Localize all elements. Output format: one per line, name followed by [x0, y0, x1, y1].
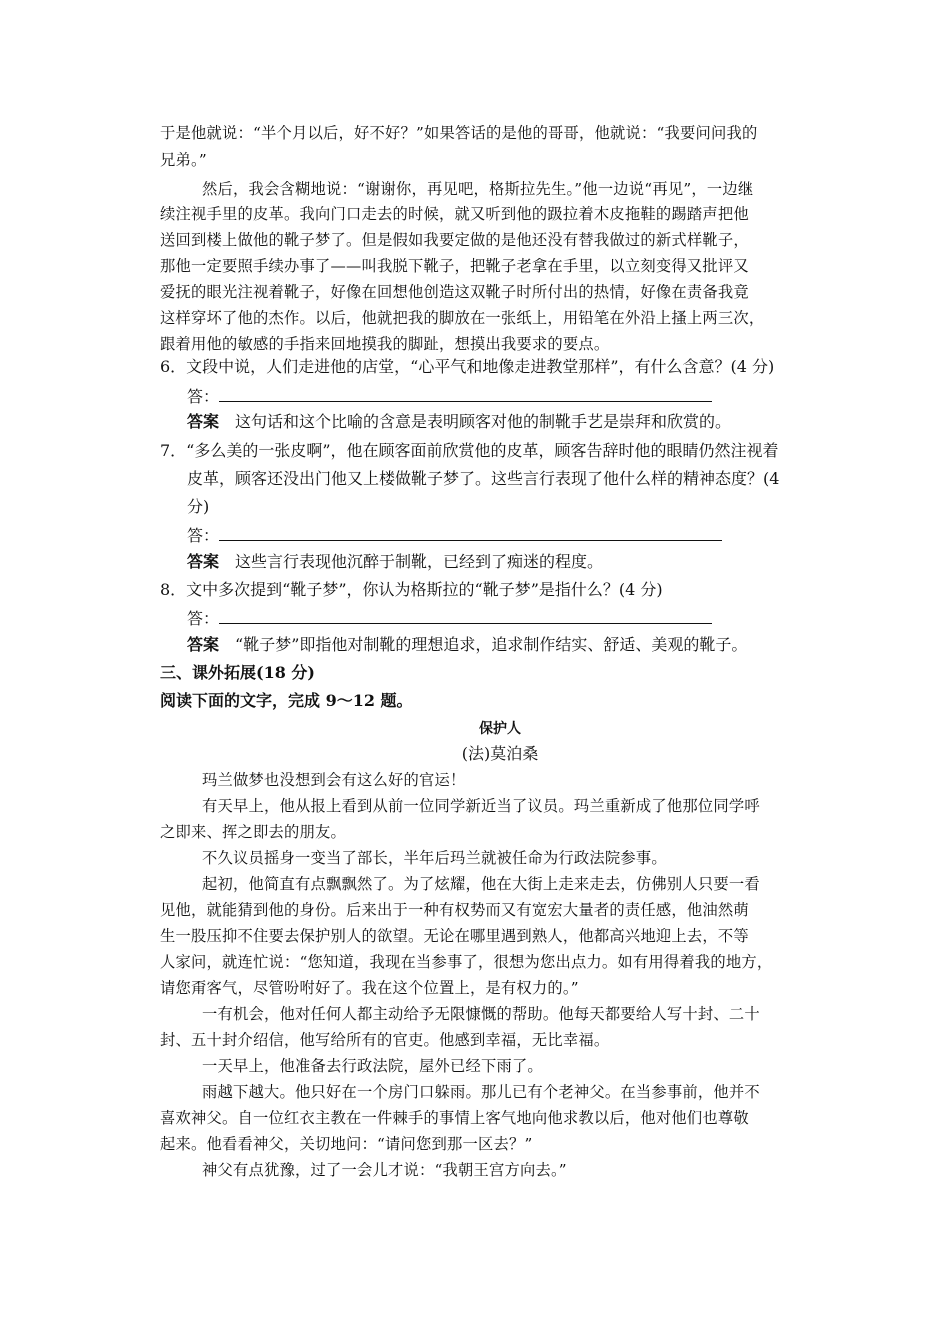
answer-text: 这些言行表现他沉醉于制靴，已经到了痴迷的程度。	[235, 552, 604, 571]
passage2-line: 雨越下越大。他只好在一个房门口躲雨。那儿已有个老神父。在当参事前，他并不	[202, 1083, 760, 1101]
answer-blank-6[interactable]	[219, 387, 712, 402]
passage1-line: 续注视手里的皮革。我向门口走去的时候，就又听到他的趿拉着木皮拖鞋的踢踏声把他	[160, 205, 749, 223]
passage1-line: 然后，我会含糊地说：“谢谢你，再见吧，格斯拉先生。”他一边说“再见”，一边继	[202, 180, 754, 198]
passage2-line: 封、五十封介绍信，他写给所有的官吏。他感到幸福，无比幸福。	[160, 1031, 610, 1049]
answer-8	[187, 637, 747, 653]
passage2-line: 人家问，就连忙说：“您知道，我现在当参事了，很想为您出点力。如有用得着我的地方，	[160, 953, 773, 971]
answer-label: 答案	[187, 552, 220, 571]
passage2-line: 之即来、挥之即去的朋友。	[160, 823, 346, 841]
answer-label: 答案	[187, 412, 220, 431]
answer-text: “靴子梦”即指他对制靴的理想追求，追求制作结实、舒适、美观的靴子。	[235, 635, 748, 654]
passage2-line: 有天早上，他从报上看到从前一位同学新近当了议员。玛兰重新成了他那位同学呼	[202, 797, 760, 815]
question-7-cont: 分)	[187, 497, 210, 516]
passage2-line: 喜欢神父。自一位红衣主教在一件棘手的事情上客气地向他求教以后，他对他们也尊敬	[160, 1109, 749, 1127]
answer-prompt-8: 答：	[187, 609, 712, 627]
answer-prompt-6: 答：	[187, 387, 712, 405]
passage1-line: 兄弟。”	[160, 151, 207, 169]
story-title: 保护人	[479, 721, 521, 737]
passage2-line: 一有机会，他对任何人都主动给予无限慷慨的帮助。他每天都要给人写十封、二十	[202, 1005, 760, 1023]
section-heading: 三、课外拓展(18 分)	[160, 663, 315, 682]
question-6: 6．文段中说，人们走进他的店堂，“心平气和地像走进教堂那样”，有什么含意？(4 分)	[160, 357, 775, 376]
passage1-line: 于是他就说：“半个月以后，好不好？”如果答话的是他的哥哥，他就说：“我要问问我的	[160, 124, 758, 142]
passage2-line: 不久议员摇身一变当了部长，半年后玛兰就被任命为行政法院参事。	[202, 849, 667, 867]
answer-blank-7[interactable]	[219, 526, 722, 541]
answer-prompt-7: 答：	[187, 526, 722, 544]
passage2-line: 起初，他简直有点飘飘然了。为了炫耀，他在大街上走来走去，仿佛别人只要一看	[202, 875, 760, 893]
answer-blank-8[interactable]	[219, 609, 712, 624]
passage2-line: 神父有点犹豫，过了一会儿才说：“我朝王宫方向去。”	[202, 1161, 567, 1179]
answer-label: 答案	[187, 635, 220, 654]
passage2-line: 请您甭客气，尽管吩咐好了。我在这个位置上，是有权力的。”	[160, 979, 579, 997]
passage1-line: 送回到楼上做他的靴子梦了。但是假如我要定做的是他还没有替我做过的新式样靴子，	[160, 231, 749, 249]
passage2-line: 玛兰做梦也没想到会有这么好的官运！	[202, 771, 466, 789]
passage1-line: 跟着用他的敏感的手指来回地摸我的脚趾，想摸出我要求的要点。	[160, 335, 610, 353]
answer-6	[187, 414, 731, 430]
story-author: (法)莫泊桑	[461, 744, 539, 763]
passage1-line: 爱抚的眼光注视着靴子，好像在回想他创造这双靴子时所付出的热情，好像在责备我竟	[160, 283, 749, 301]
passage2-line: 一天早上，他准备去行政法院，屋外已经下雨了。	[202, 1057, 543, 1075]
passage1-line: 那他一定要照手续办事了——叫我脱下靴子，把靴子老拿在手里，以立刻变得又批评又	[160, 257, 749, 275]
answer-text: 这句话和这个比喻的含意是表明顾客对他的制靴手艺是崇拜和欣赏的。	[235, 412, 732, 431]
passage1-line: 这样穿坏了他的杰作。以后，他就把我的脚放在一张纸上，用铅笔在外沿上搔上两三次，	[160, 309, 765, 327]
question-7: 7．“多么美的一张皮啊”，他在顾客面前欣赏他的皮革，顾客告辞时他的眼睛仍然注视着	[160, 441, 779, 460]
section-instruction: 阅读下面的文字，完成 9～12 题。	[160, 691, 413, 710]
passage2-line: 起来。他看看神父，关切地问：“请问您到那一区去？”	[160, 1135, 533, 1153]
passage2-line: 生一股压抑不住要去保护别人的欲望。无论在哪里遇到熟人，他都高兴地迎上去，不等	[160, 927, 749, 945]
answer-7	[187, 554, 603, 570]
question-8: 8．文中多次提到“靴子梦”，你认为格斯拉的“靴子梦”是指什么？(4 分)	[160, 580, 663, 599]
question-7-cont: 皮革，顾客还没出门他又上楼做靴子梦了。这些言行表现了他什么样的精神态度？(4	[187, 469, 780, 488]
passage2-line: 见他，就能猜到他的身份。后来出于一种有权势而又有宽宏大量者的责任感，他油然萌	[160, 901, 749, 919]
